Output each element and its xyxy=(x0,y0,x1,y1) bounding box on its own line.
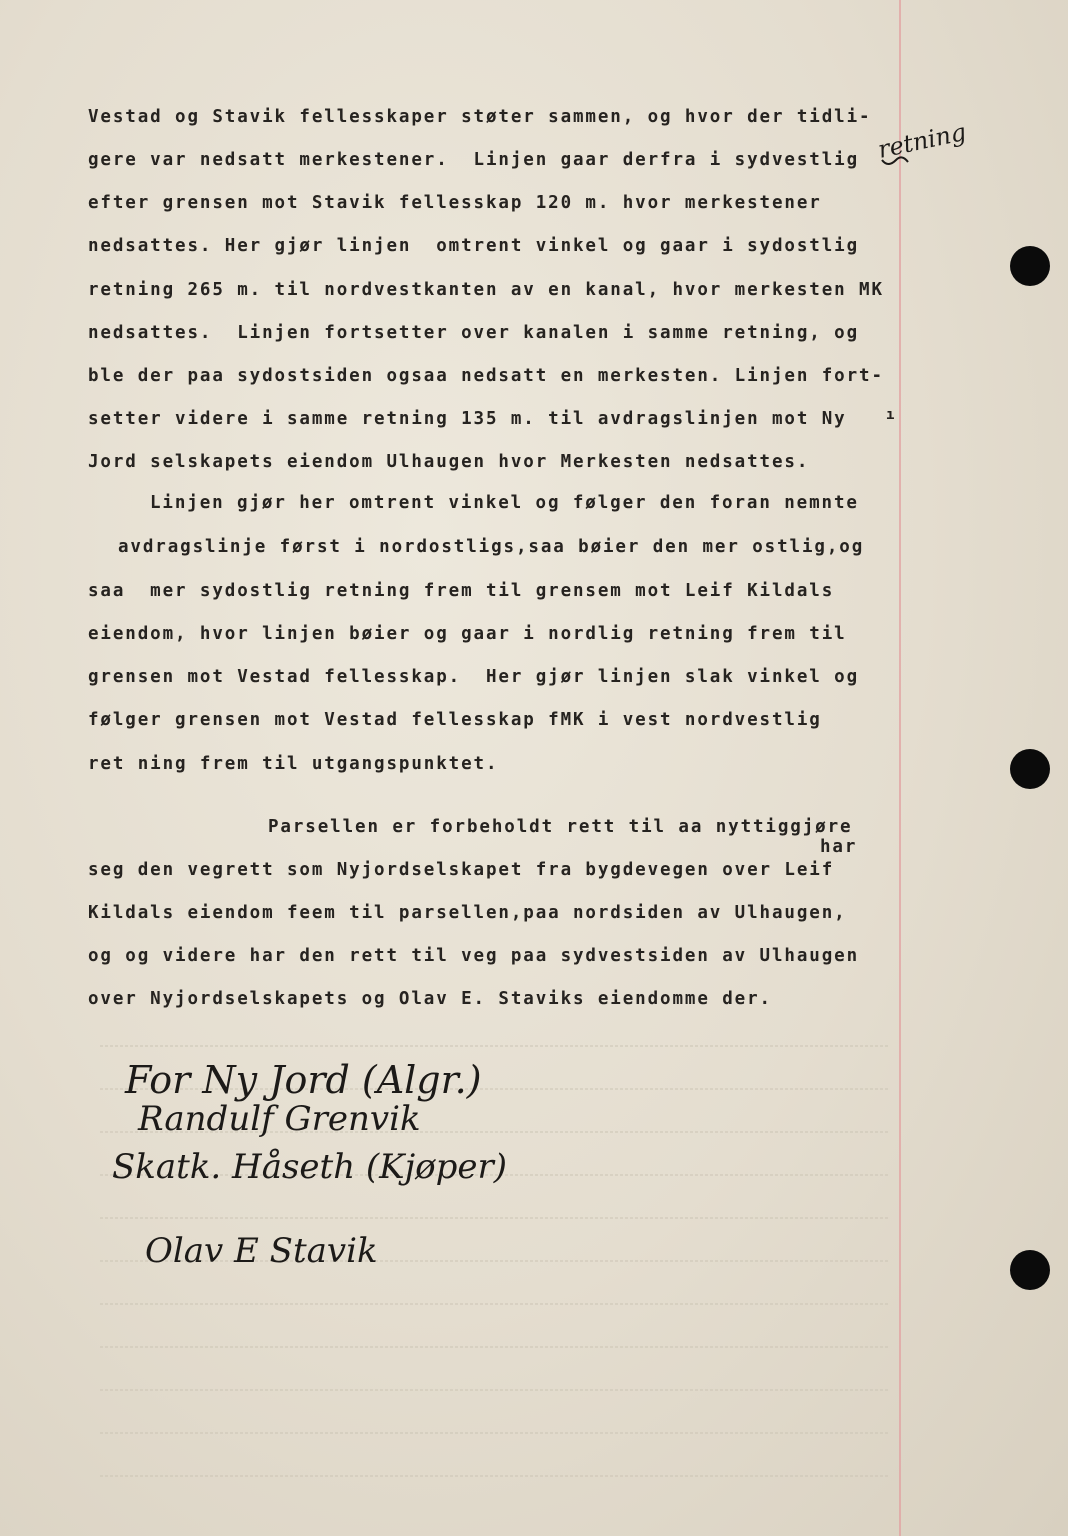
text-line: seg den vegrett som Nyjordselskapet fra bygdevegen over Leif xyxy=(88,860,835,880)
text-line: Linjen gjør her omtrent vinkel og følger den foran nemnte xyxy=(150,493,859,513)
signature-buyer: Skatk. Håseth (Kjøper) xyxy=(112,1147,507,1187)
margin-mark: ı xyxy=(886,407,897,423)
text-line: Vestad og Stavik fellesskaper støter sammen, og hvor der tidli- xyxy=(88,107,872,127)
text-line: Jord selskapets eiendom Ulhaugen hvor Merkesten nedsattes. xyxy=(88,452,810,472)
text-line: avdragslinje først i nordostligs,saa bøier den mer ostlig,og xyxy=(118,537,865,557)
text-line: Kildals eiendom feem til parsellen,paa nordsiden av Ulhaugen, xyxy=(88,903,847,923)
text-line: ble der paa sydostsiden ogsaa nedsatt en merkesten. Linjen fort- xyxy=(88,366,884,386)
text-line: retning 265 m. til nordvestkanten av en kanal, hvor merkesten MK xyxy=(88,280,884,300)
text-line: grensen mot Vestad fellesskap. Her gjør linjen slak vinkel og xyxy=(88,667,860,687)
text-line: nedsattes. Linjen fortsetter over kanalen i samme retning, og xyxy=(88,323,860,343)
text-line: saa mer sydostlig retning frem til grensem mot Leif Kildals xyxy=(88,581,835,601)
text-line: og og videre har den rett til veg paa sydvestsiden av Ulhaugen xyxy=(88,946,860,966)
text-line: over Nyjordselskapets og Olav E. Staviks eiendomme der. xyxy=(88,989,772,1009)
text-line: setter videre i samme retning 135 m. til avdragslinjen mot Ny xyxy=(88,409,847,429)
text-line: ret ning frem til utgangspunktet. xyxy=(88,754,499,774)
handwritten-insertion-retning: retning xyxy=(875,117,969,164)
text-line: nedsattes. Her gjør linjen omtrent vinkel og gaar i sydostlig xyxy=(88,236,860,256)
signature-ny-jord: For Ny Jord (Algr.) xyxy=(125,1058,482,1102)
text-line: eiendom, hvor linjen bøier og gaar i nordlig retning frem til xyxy=(88,624,847,644)
text-line: gere var nedsatt merkestener. Linjen gaar derfra i sydvestlig xyxy=(88,150,860,170)
text-line: efter grensen mot Stavik fellesskap 120 m. hvor merkestener xyxy=(88,193,822,213)
typed-insertion-har: har xyxy=(820,837,858,857)
text-line: følger grensen mot Vestad fellesskap fMK i vest nordvestlig xyxy=(88,710,822,730)
text-line: Parsellen er forbeholdt rett til aa nyttiggjøre xyxy=(268,817,853,837)
signature-randulf-grenvik: Randulf Grenvik xyxy=(138,1099,421,1139)
signature-olav-stavik: Olav E Stavik xyxy=(145,1231,378,1271)
